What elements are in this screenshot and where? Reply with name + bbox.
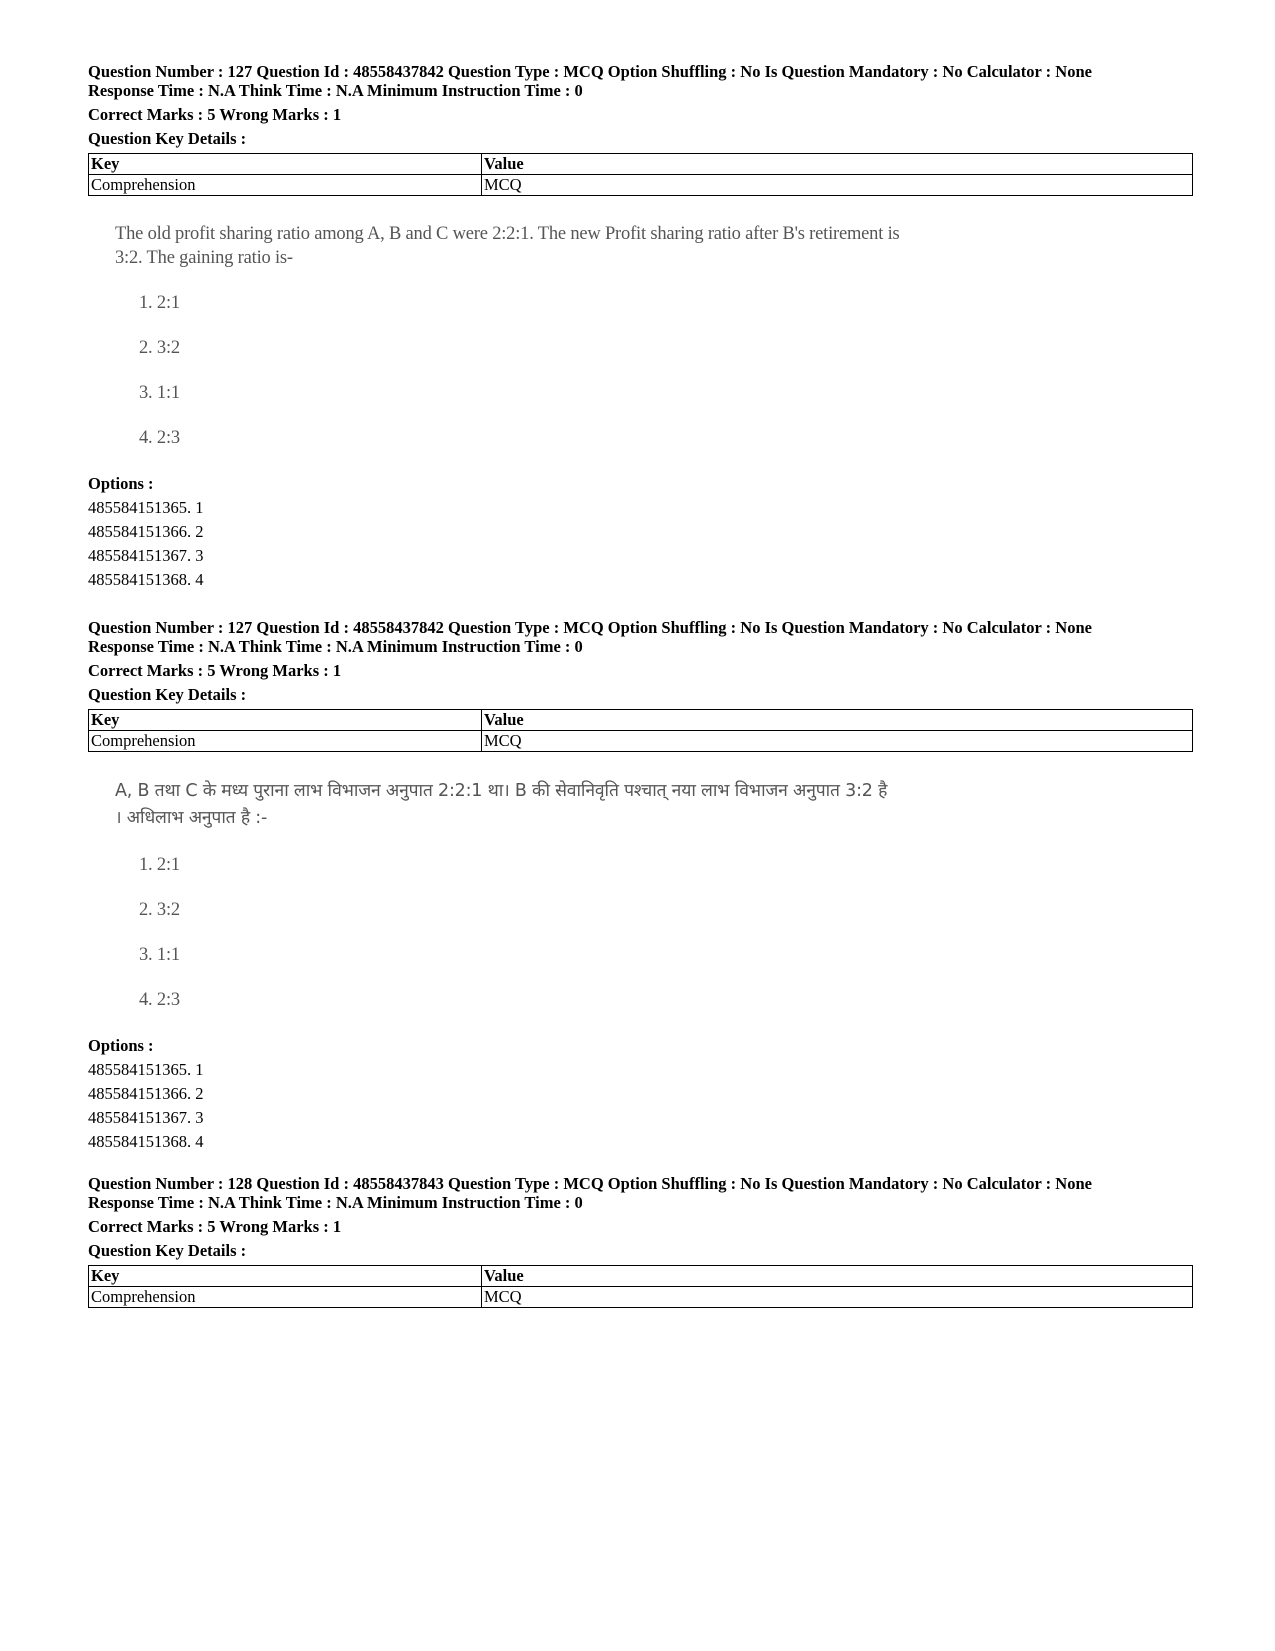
table-header-value: Value — [482, 710, 1193, 731]
options-list — [88, 496, 1193, 592]
marks-info: Correct Marks : 5 Wrong Marks : 1 — [88, 1217, 342, 1236]
key-details-label: Question Key Details : — [88, 685, 247, 704]
question-stem-line2: । अधिलाभ अनुपात है :- — [115, 808, 268, 828]
key-details-label: Question Key Details : — [88, 1241, 247, 1260]
question-meta-line2: Response Time : N.A Think Time : N.A Minimum Instruction Time : 0 — [88, 637, 583, 656]
options-list — [88, 1058, 1193, 1154]
option-item: 485584151366. 2 — [88, 1084, 204, 1103]
table-row — [89, 731, 1193, 752]
key-details-label: Question Key Details : — [88, 129, 247, 148]
key-details-table — [88, 709, 1193, 752]
table-row — [89, 175, 1193, 196]
choice-list — [115, 291, 1193, 450]
table-header-key: Key — [89, 1266, 482, 1287]
option-item: 485584151366. 2 — [88, 522, 204, 541]
question-stem — [115, 778, 995, 832]
question-stem-line1: A, B तथा C के मध्य पुराना लाभ विभाजन अनुपात 2:2:1 था। B की सेवानिवृति पश्चात् नया लाभ विभाजन अनुपात 3:2 है — [115, 781, 888, 801]
choice-item: 2. 3:2 — [139, 338, 180, 358]
question-stem-line2: 3:2. The gaining ratio is- — [115, 248, 293, 268]
table-cell-key: Comprehension — [89, 175, 482, 196]
question-block — [88, 1174, 1193, 1308]
choice-item: 1. 2:1 — [139, 293, 180, 313]
marks-info: Correct Marks : 5 Wrong Marks : 1 — [88, 105, 342, 124]
table-cell-value: MCQ — [482, 1287, 1193, 1308]
table-header-value: Value — [482, 1266, 1193, 1287]
question-stem-line1: The old profit sharing ratio among A, B and C were 2:2:1. The new Profit sharing ratio after B's retirement is — [115, 224, 900, 244]
option-item: 485584151368. 4 — [88, 1132, 204, 1151]
table-header-row — [89, 154, 1193, 175]
option-item: 485584151368. 4 — [88, 570, 204, 589]
question-block — [88, 62, 1193, 592]
key-details-table — [88, 153, 1193, 196]
table-cell-key: Comprehension — [89, 731, 482, 752]
marks-info: Correct Marks : 5 Wrong Marks : 1 — [88, 661, 342, 680]
question-block — [88, 618, 1193, 1154]
question-image — [115, 222, 1193, 450]
option-item: 485584151365. 1 — [88, 1060, 204, 1079]
question-meta-line1: Question Number : 127 Question Id : 48558437842 Question Type : MCQ Option Shuffling : No Is Question Mandatory : No Calculator : None — [88, 62, 1092, 81]
question-stem — [115, 222, 995, 270]
question-meta-line2: Response Time : N.A Think Time : N.A Minimum Instruction Time : 0 — [88, 81, 583, 100]
question-image — [115, 778, 1193, 1012]
option-item: 485584151365. 1 — [88, 498, 204, 517]
table-header-row — [89, 710, 1193, 731]
table-cell-key: Comprehension — [89, 1287, 482, 1308]
table-header-key: Key — [89, 710, 482, 731]
question-meta-line1: Question Number : 127 Question Id : 48558437842 Question Type : MCQ Option Shuffling : No Is Question Mandatory : No Calculator : None — [88, 618, 1092, 637]
question-meta-line2: Response Time : N.A Think Time : N.A Minimum Instruction Time : 0 — [88, 1193, 583, 1212]
table-cell-value: MCQ — [482, 731, 1193, 752]
question-meta — [88, 62, 1193, 100]
table-header-key: Key — [89, 154, 482, 175]
option-item: 485584151367. 3 — [88, 546, 204, 565]
key-details-table — [88, 1265, 1193, 1308]
choice-item: 1. 2:1 — [139, 855, 180, 875]
table-cell-value: MCQ — [482, 175, 1193, 196]
options-label: Options : — [88, 474, 154, 493]
question-meta — [88, 618, 1193, 656]
choice-item: 3. 1:1 — [139, 383, 180, 403]
table-header-value: Value — [482, 154, 1193, 175]
table-row — [89, 1287, 1193, 1308]
option-item: 485584151367. 3 — [88, 1108, 204, 1127]
question-meta-line1: Question Number : 128 Question Id : 48558437843 Question Type : MCQ Option Shuffling : No Is Question Mandatory : No Calculator : None — [88, 1174, 1092, 1193]
options-label: Options : — [88, 1036, 154, 1055]
question-meta — [88, 1174, 1193, 1212]
choice-item: 2. 3:2 — [139, 900, 180, 920]
choice-list — [115, 853, 1193, 1012]
choice-item: 4. 2:3 — [139, 990, 180, 1010]
table-header-row — [89, 1266, 1193, 1287]
choice-item: 4. 2:3 — [139, 428, 180, 448]
choice-item: 3. 1:1 — [139, 945, 180, 965]
